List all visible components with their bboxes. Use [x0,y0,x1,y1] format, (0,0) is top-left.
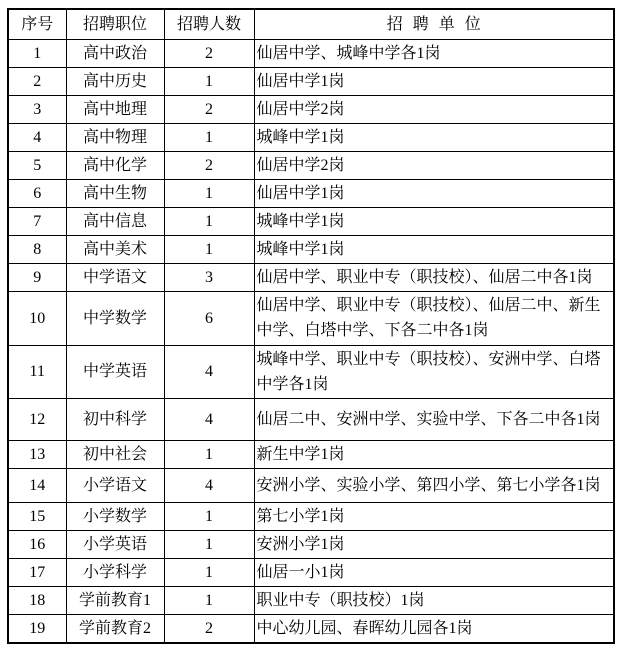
cell-serial-number: 6 [8,179,66,207]
header-row [8,9,614,39]
cell-serial-number: 9 [8,263,66,291]
table-row [8,263,614,291]
cell-recruiting-units: 仙居中学2岗 [254,151,614,179]
cell-serial-number: 18 [8,586,66,614]
cell-serial-number: 2 [8,67,66,95]
table-row [8,345,614,398]
cell-position: 小学语文 [66,468,164,502]
table-row [8,235,614,263]
cell-recruiting-units: 新生中学1岗 [254,440,614,468]
cell-serial-number: 4 [8,123,66,151]
cell-position: 初中科学 [66,398,164,440]
col-header-position: 招聘职位 [66,9,164,39]
cell-recruiting-units: 城峰中学1岗 [254,207,614,235]
cell-headcount: 2 [164,39,254,67]
table-row [8,530,614,558]
cell-serial-number: 15 [8,502,66,530]
table-body [8,39,614,643]
cell-headcount: 1 [164,558,254,586]
table-row [8,123,614,151]
cell-headcount: 1 [164,440,254,468]
cell-headcount: 1 [164,207,254,235]
cell-position: 学前教育2 [66,614,164,643]
cell-headcount: 1 [164,235,254,263]
cell-recruiting-units: 仙居中学、职业中专（职技校）、仙居二中、新生中学、白塔中学、下各二中各1岗 [254,291,614,345]
table-row [8,468,614,502]
table-row [8,95,614,123]
table-row [8,502,614,530]
cell-serial-number: 13 [8,440,66,468]
table-row [8,291,614,345]
cell-headcount: 4 [164,398,254,440]
cell-recruiting-units: 第七小学1岗 [254,502,614,530]
table-row [8,151,614,179]
cell-position: 学前教育1 [66,586,164,614]
cell-headcount: 4 [164,345,254,398]
cell-headcount: 1 [164,123,254,151]
cell-position: 高中生物 [66,179,164,207]
table-row [8,398,614,440]
cell-headcount: 2 [164,151,254,179]
cell-serial-number: 19 [8,614,66,643]
table-row [8,586,614,614]
cell-recruiting-units: 城峰中学1岗 [254,235,614,263]
cell-recruiting-units: 仙居中学2岗 [254,95,614,123]
cell-position: 初中社会 [66,440,164,468]
cell-serial-number: 16 [8,530,66,558]
cell-headcount: 2 [164,614,254,643]
cell-serial-number: 7 [8,207,66,235]
cell-recruiting-units: 仙居中学、职业中专（职技校）、仙居二中各1岗 [254,263,614,291]
recruitment-table [7,8,615,644]
table-header [8,9,614,39]
cell-serial-number: 12 [8,398,66,440]
cell-position: 高中物理 [66,123,164,151]
table-row [8,67,614,95]
cell-recruiting-units: 职业中专（职技校）1岗 [254,586,614,614]
cell-position: 中学语文 [66,263,164,291]
cell-position: 中学英语 [66,345,164,398]
cell-position: 高中历史 [66,67,164,95]
table-row [8,614,614,643]
cell-position: 小学英语 [66,530,164,558]
cell-recruiting-units: 中心幼儿园、春晖幼儿园各1岗 [254,614,614,643]
cell-position: 小学科学 [66,558,164,586]
cell-headcount: 1 [164,502,254,530]
cell-position: 高中信息 [66,207,164,235]
cell-recruiting-units: 仙居中学、城峰中学各1岗 [254,39,614,67]
cell-recruiting-units: 仙居二中、安洲中学、实验中学、下各二中各1岗 [254,398,614,440]
table-row [8,39,614,67]
col-header-count: 招聘人数 [164,9,254,39]
cell-position: 高中美术 [66,235,164,263]
cell-recruiting-units: 仙居中学1岗 [254,67,614,95]
table-row [8,207,614,235]
cell-recruiting-units: 仙居一小1岗 [254,558,614,586]
cell-headcount: 1 [164,179,254,207]
cell-position: 高中地理 [66,95,164,123]
cell-headcount: 1 [164,530,254,558]
cell-recruiting-units: 城峰中学1岗 [254,123,614,151]
cell-serial-number: 17 [8,558,66,586]
cell-headcount: 2 [164,95,254,123]
cell-headcount: 1 [164,586,254,614]
cell-recruiting-units: 安洲小学、实验小学、第四小学、第七小学各1岗 [254,468,614,502]
cell-serial-number: 14 [8,468,66,502]
cell-recruiting-units: 仙居中学1岗 [254,179,614,207]
cell-serial-number: 8 [8,235,66,263]
col-header-units: 招 聘 单 位 [254,9,614,39]
cell-headcount: 4 [164,468,254,502]
cell-serial-number: 11 [8,345,66,398]
cell-recruiting-units: 安洲小学1岗 [254,530,614,558]
cell-recruiting-units: 城峰中学、职业中专（职技校）、安洲中学、白塔中学各1岗 [254,345,614,398]
cell-position: 高中政治 [66,39,164,67]
cell-serial-number: 10 [8,291,66,345]
cell-serial-number: 5 [8,151,66,179]
table-row [8,440,614,468]
cell-position: 高中化学 [66,151,164,179]
cell-headcount: 3 [164,263,254,291]
cell-headcount: 6 [164,291,254,345]
cell-position: 中学数学 [66,291,164,345]
cell-headcount: 1 [164,67,254,95]
table-row [8,179,614,207]
table-row [8,558,614,586]
cell-serial-number: 3 [8,95,66,123]
col-header-no: 序号 [8,9,66,39]
cell-serial-number: 1 [8,39,66,67]
cell-position: 小学数学 [66,502,164,530]
